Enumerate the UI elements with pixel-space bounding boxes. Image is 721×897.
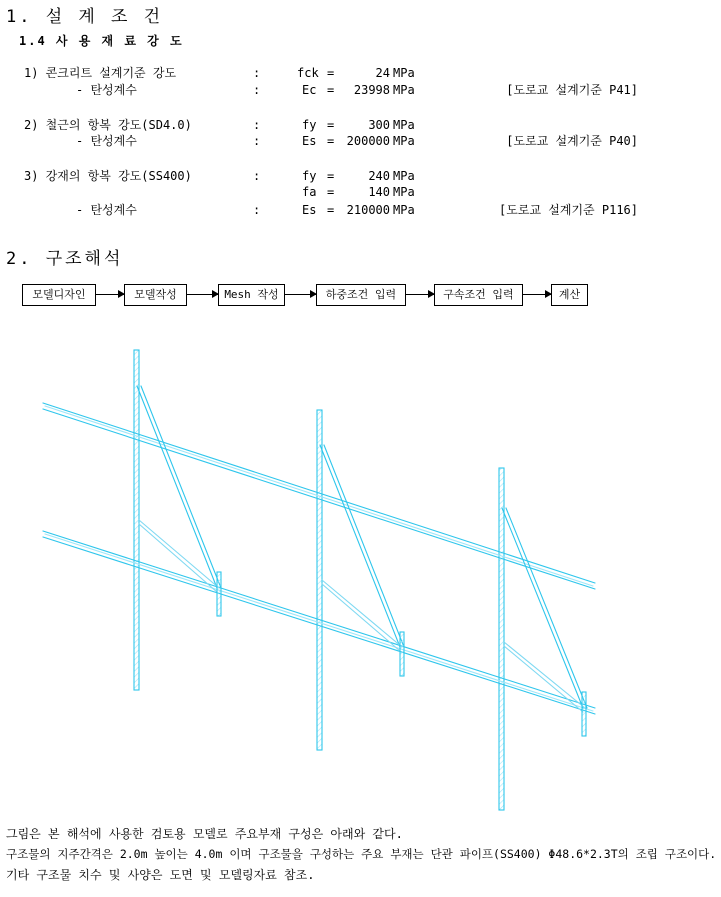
row-value: 240 bbox=[368, 169, 390, 183]
row-unit: MPa bbox=[393, 169, 415, 183]
row-symbol: Es bbox=[302, 203, 317, 217]
row-colon: : bbox=[253, 66, 261, 80]
flow-arrow bbox=[523, 294, 551, 295]
row-equals: = bbox=[327, 118, 335, 132]
row-colon: : bbox=[253, 134, 261, 148]
secondary-brace bbox=[504, 642, 585, 712]
row-colon: : bbox=[253, 118, 261, 132]
row-symbol: Ec bbox=[302, 83, 317, 97]
diagonal-brace bbox=[320, 445, 404, 647]
row-unit: MPa bbox=[393, 203, 415, 217]
description-line-2: 구조물의 지주간격은 2.0m 높이는 4.0m 이며 구조물을 구성하는 주요 부재는 단관 파이프(SS400) Φ48.6*2.3T의 조립 구조이다. bbox=[6, 847, 717, 861]
row-reference: [도로교 설계기준 P41] bbox=[506, 83, 638, 97]
row-unit: MPa bbox=[393, 185, 415, 199]
row-colon: : bbox=[253, 203, 261, 217]
row-label: 3) 강재의 항복 강도(SS400) bbox=[24, 169, 192, 183]
row-equals: = bbox=[327, 134, 335, 148]
flow-step-constraint-conditions: 구속조건 입력 bbox=[434, 284, 523, 306]
secondary-brace bbox=[139, 520, 219, 592]
diagonal-brace bbox=[137, 386, 221, 588]
row-label: - 탄성계수 bbox=[76, 203, 137, 217]
row-colon: : bbox=[253, 83, 261, 97]
secondary-brace bbox=[322, 580, 402, 651]
flow-arrow bbox=[187, 294, 218, 295]
structure-model-drawing bbox=[0, 330, 721, 820]
row-value: 200000 bbox=[346, 134, 390, 148]
row-unit: MPa bbox=[393, 66, 415, 80]
row-unit: MPa bbox=[393, 118, 415, 132]
row-label: - 탄성계수 bbox=[76, 83, 137, 97]
flow-step-model-build: 모델작성 bbox=[124, 284, 187, 306]
flow-step-calculation: 계산 bbox=[551, 284, 588, 306]
vertical-post bbox=[134, 350, 139, 690]
row-symbol: fy bbox=[302, 118, 317, 132]
diagonal-brace bbox=[502, 508, 587, 708]
row-colon: : bbox=[253, 169, 261, 183]
section1-title: 1. 설 계 조 건 bbox=[6, 7, 164, 27]
row-equals: = bbox=[327, 169, 335, 183]
row-label: 1) 콘크리트 설계기준 강도 bbox=[24, 66, 177, 80]
flow-step-mesh: Mesh 작성 bbox=[218, 284, 285, 306]
row-value: 23998 bbox=[353, 83, 390, 97]
flow-step-model-design: 모델디자인 bbox=[22, 284, 96, 306]
flow-arrow bbox=[406, 294, 434, 295]
row-equals: = bbox=[327, 83, 335, 97]
vertical-post bbox=[499, 468, 504, 810]
row-value: 300 bbox=[368, 118, 390, 132]
row-symbol: fck bbox=[297, 66, 319, 80]
row-unit: MPa bbox=[393, 134, 415, 148]
vertical-post bbox=[317, 410, 322, 750]
row-reference: [도로교 설계기준 P116] bbox=[499, 203, 638, 217]
description-line-3: 기타 구조물 치수 및 사양은 도면 및 모델링자료 참조. bbox=[6, 868, 315, 882]
section2-title: 2. 구조해석 bbox=[6, 249, 124, 269]
row-value: 24 bbox=[375, 66, 390, 80]
stub-post bbox=[582, 692, 586, 736]
row-label: 2) 철근의 항복 강도(SD4.0) bbox=[24, 118, 192, 132]
row-unit: MPa bbox=[393, 83, 415, 97]
row-equals: = bbox=[327, 203, 335, 217]
row-symbol: fa bbox=[302, 185, 317, 199]
row-symbol: Es bbox=[302, 134, 317, 148]
section1-subtitle: 1.4 사 용 재 료 강 도 bbox=[19, 34, 184, 48]
row-symbol: fy bbox=[302, 169, 317, 183]
row-equals: = bbox=[327, 185, 335, 199]
flow-arrow bbox=[285, 294, 316, 295]
stub-post bbox=[400, 632, 404, 676]
row-reference: [도로교 설계기준 P40] bbox=[506, 134, 638, 148]
flow-arrow bbox=[96, 294, 124, 295]
flow-step-load-conditions: 하중조건 입력 bbox=[316, 284, 406, 306]
description-line-1: 그림은 본 해석에 사용한 검토용 모델로 주요부재 구성은 아래와 같다. bbox=[6, 827, 403, 841]
row-value: 210000 bbox=[346, 203, 390, 217]
row-value: 140 bbox=[368, 185, 390, 199]
stub-post bbox=[217, 572, 221, 616]
row-label: - 탄성계수 bbox=[76, 134, 137, 148]
row-equals: = bbox=[327, 66, 335, 80]
